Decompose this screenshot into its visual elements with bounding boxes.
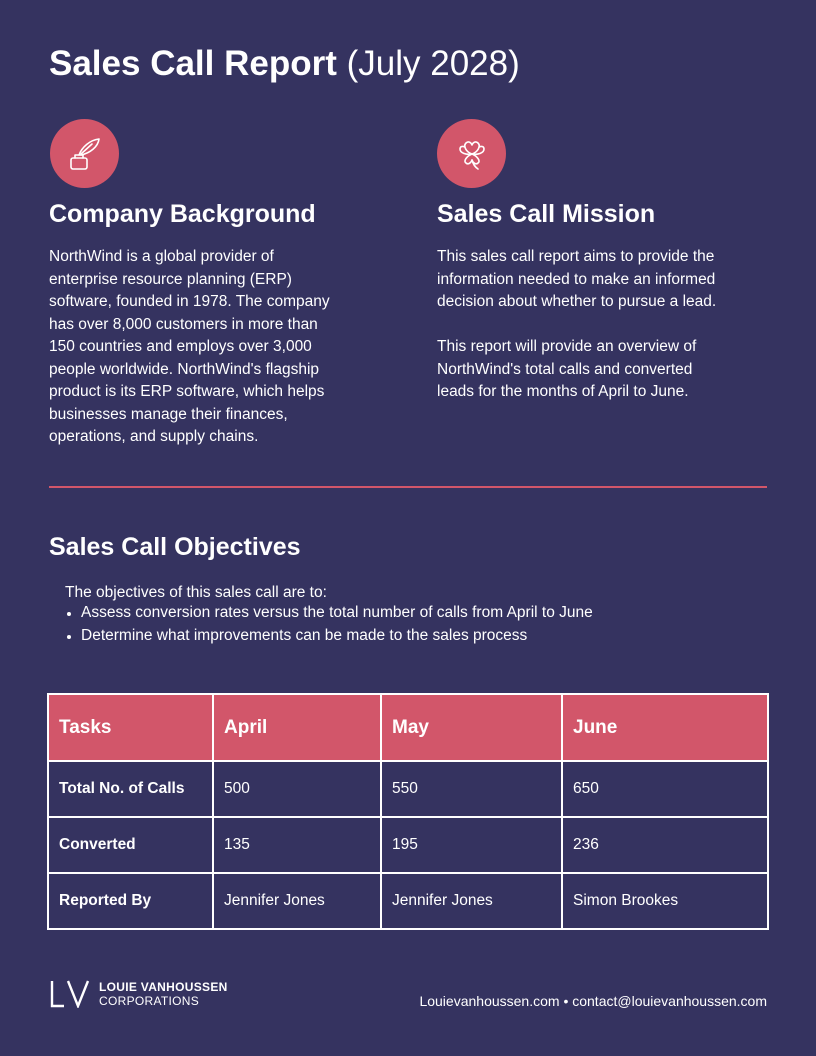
logo-company-name: LOUIE VANHOUSSEN (99, 980, 228, 994)
table-cell: 195 (381, 817, 562, 873)
table-header-row (48, 694, 768, 761)
section-divider (49, 486, 767, 488)
clover-icon (437, 119, 506, 188)
company-background-line: businesses manage their finances, (49, 405, 288, 423)
company-background-title: Company Background (49, 200, 316, 228)
company-background-line: 150 countries and employs over 3,000 (49, 338, 312, 355)
quill-inkwell-icon (50, 119, 119, 188)
logo-company-suffix: CORPORATIONS (99, 994, 200, 1008)
table-row (48, 873, 768, 929)
table-cell: Jennifer Jones (213, 873, 381, 929)
row-label: Converted (48, 817, 213, 873)
row-label: Reported By (48, 873, 213, 929)
sales-call-mission-text (437, 246, 777, 314)
column-header: Tasks (48, 694, 213, 761)
company-background-line: NorthWind is a global provider of (49, 248, 274, 265)
table-cell: 550 (381, 761, 562, 817)
sales-call-mission-overview (437, 336, 777, 404)
company-background-text (49, 246, 379, 449)
company-background-line: product is its ERP software, which helps (49, 383, 325, 400)
title-date: (July 2028) (346, 44, 520, 83)
objectives-list (65, 602, 593, 647)
mission-line: leads for the months of April to June. (437, 383, 689, 400)
column-header: April (213, 694, 381, 761)
mission-line: This sales call report aims to provide the (437, 248, 715, 265)
company-logo (49, 980, 228, 1008)
title-main: Sales Call Report (49, 44, 337, 83)
mission-line: NorthWind's total calls and converted (437, 360, 693, 378)
table-row (48, 817, 768, 873)
sales-call-objectives-title: Sales Call Objectives (49, 533, 301, 561)
sales-call-table (47, 693, 769, 930)
sales-call-mission-title: Sales Call Mission (437, 200, 656, 228)
company-background-line: enterprise resource planning (ERP) (49, 270, 292, 288)
lv-logo-mark-icon (49, 980, 91, 1008)
objective-item: Determine what improvements can be made to the sales process (65, 625, 593, 648)
table-cell: Jennifer Jones (381, 873, 562, 929)
table-row (48, 761, 768, 817)
table-cell: 500 (213, 761, 381, 817)
table-cell: 135 (213, 817, 381, 873)
mission-line: information needed to make an informed (437, 270, 716, 288)
mission-line: This report will provide an overview of (437, 338, 697, 355)
company-background-line: has over 8,000 customers in more than (49, 315, 318, 333)
company-background-line: operations, and supply chains. (49, 428, 259, 445)
logo-text (99, 980, 228, 1008)
company-background-line: people worldwide. NorthWind's flagship (49, 360, 320, 378)
column-header: June (562, 694, 768, 761)
company-background-line: software, founded in 1978. The company (49, 293, 330, 310)
mission-line: decision about whether to pursue a lead. (437, 293, 717, 310)
page-title (49, 42, 520, 86)
row-label: Total No. of Calls (48, 761, 213, 817)
table-cell: 236 (562, 817, 768, 873)
table-cell: Simon Brookes (562, 873, 768, 929)
objectives-intro: The objectives of this sales call are to: (65, 584, 327, 601)
footer-contact[interactable]: Louievanhoussen.com • contact@louievanhoussen.com (419, 993, 767, 1009)
objective-item: Assess conversion rates versus the total number of calls from April to June (65, 602, 593, 625)
column-header: May (381, 694, 562, 761)
table-cell: 650 (562, 761, 768, 817)
